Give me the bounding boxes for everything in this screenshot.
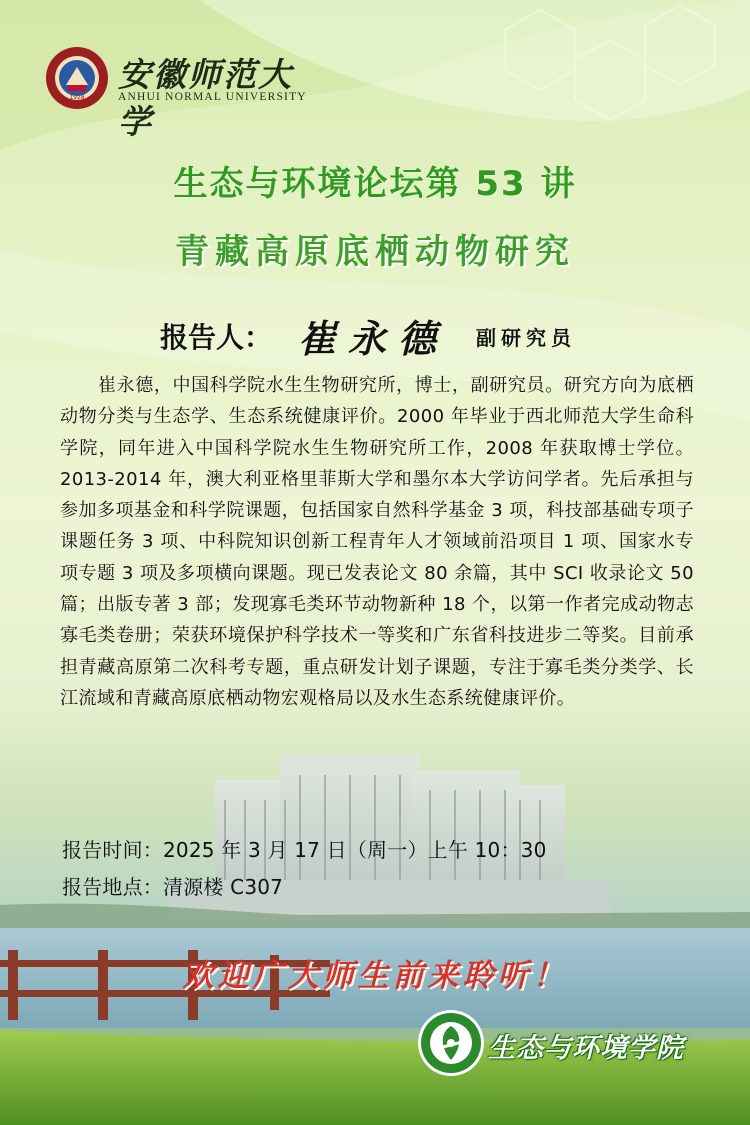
welcome-message: 欢迎广大师生前来聆听！	[182, 958, 568, 994]
svg-text:1928: 1928	[69, 94, 85, 101]
college-logo	[416, 1008, 716, 1084]
university-name-en: ANHUI NORMAL UNIVERSITY	[118, 91, 307, 103]
speaker-title: 副研究员	[476, 326, 576, 350]
talk-title: 青藏高原底栖动物研究	[175, 232, 575, 272]
series-title: 生态与环境论坛第 53 讲	[173, 164, 577, 204]
university-logo	[44, 45, 314, 141]
talk-time: 报告时间：2025 年 3 月 17 日（周一）上午 10：30	[62, 838, 547, 862]
university-name-cn: 安徽师范大学	[118, 55, 293, 141]
university-seal-icon	[44, 45, 110, 111]
college-name: 生态与环境学院	[488, 1033, 684, 1064]
college-seal-icon	[416, 1008, 486, 1078]
talk-location: 报告地点：清源楼 C307	[62, 875, 284, 899]
speaker-name: 崔永德	[298, 316, 449, 361]
speaker-label: 报告人：	[160, 321, 273, 354]
speaker-bio: 崔永德，中国科学院水生生物研究所，博士，副研究员。研究方向为底栖动物分类与生态学、生态系统健康评价。2000 年毕业于西北师范大学生命科学院，同年进入中国科学院水生生物研究所工作，2008 年获取博士学位。2013-2014 年，澳大利亚格里菲斯大学和墨尔本大学访问学者。先后承担与参加多项基金和科学院课题，包括国家自然科学基金 3 项，科技部基础专项子课题任务 3 项、中科院知识创新工程青年人才领域前沿项目 1 项、国家水专项专题 3 项及多项横向课题。现已发表论文 80 余篇，其中 SCI 收录论文 50 篇；出版专著 3 部；发现寡毛类环节动物新种 18 个，以第一作者完成动物志寡毛类卷册；荣获环境保护科学技术一等奖和广东省科技进步二等奖。目前承担青藏高原第二次科考专题，重点研发计划子课题，专注于寡毛类分类学、长江流域和青藏高原底栖动物宏观格局以及水生态系统健康评价。	[60, 375, 694, 709]
